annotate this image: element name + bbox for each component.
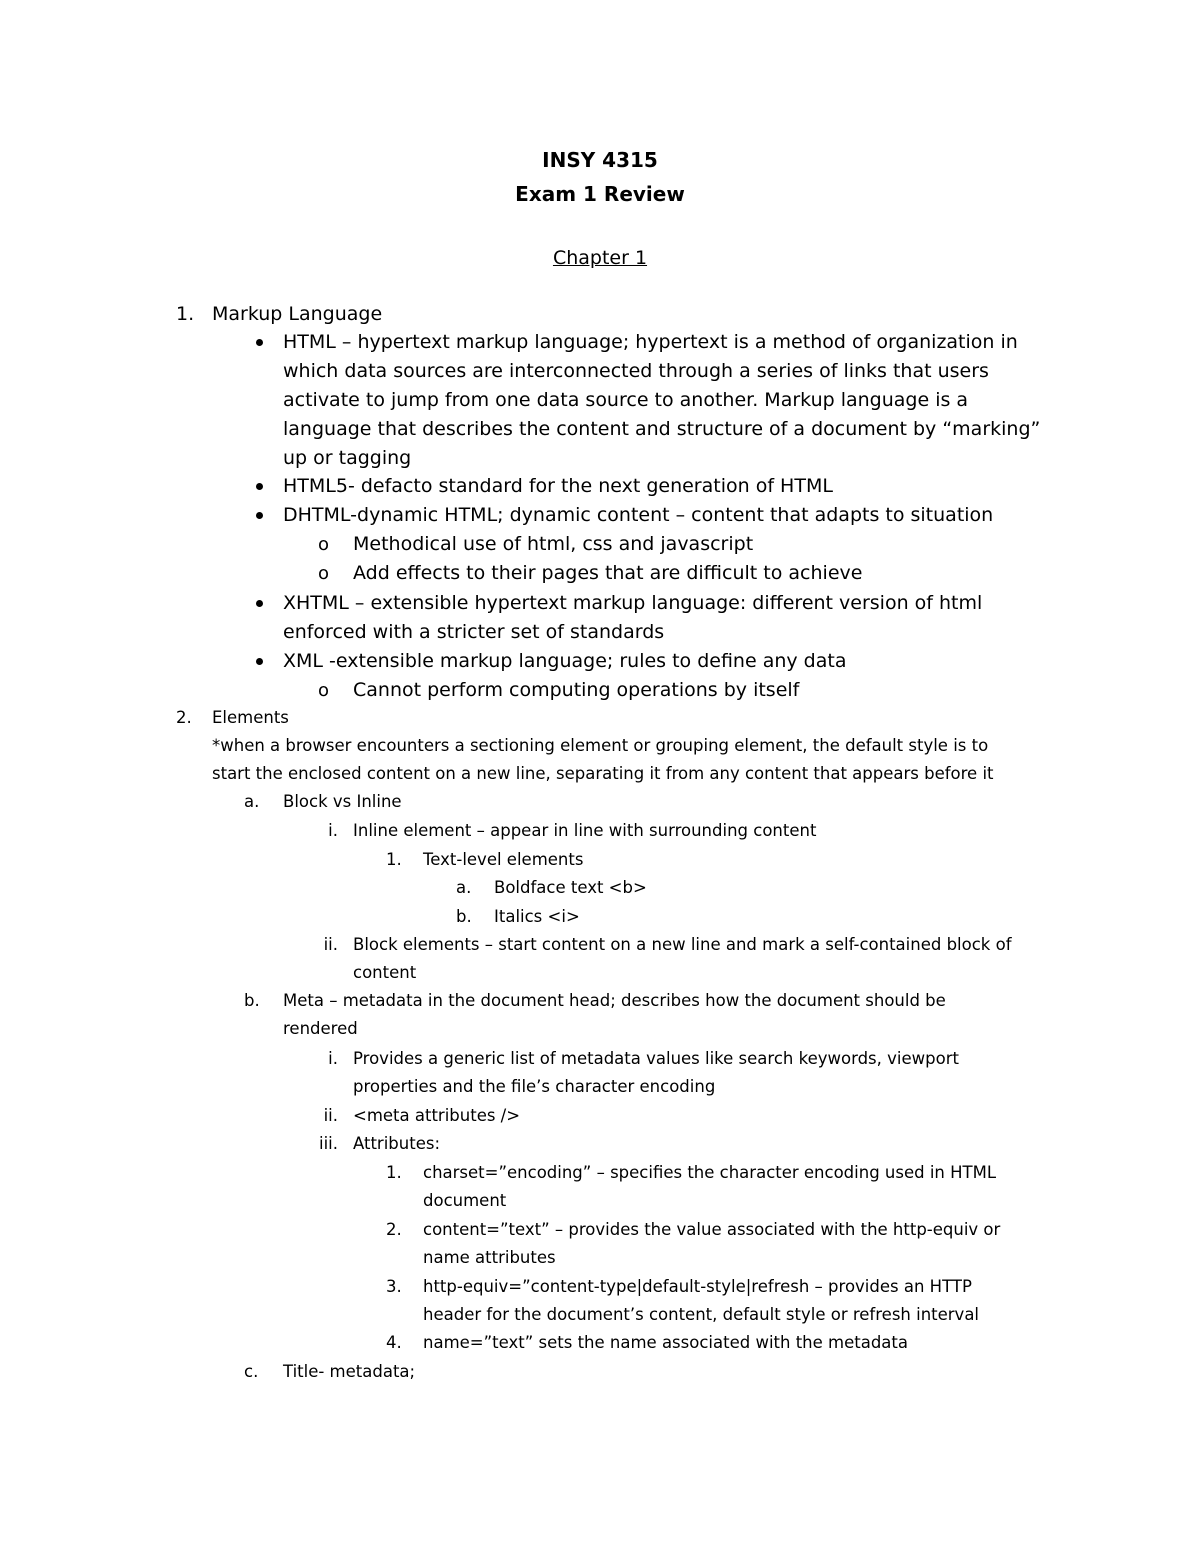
list-item-text: Inline element – appear in line with surrounding content	[353, 821, 817, 840]
course-title: INSY 4315	[542, 148, 658, 172]
sub-item-text: Methodical use of html, css and javascript	[353, 533, 754, 555]
list-marker: i.	[328, 1049, 338, 1068]
list-item-text: Block elements – start content on a new line and mark a self-contained block of	[353, 935, 1012, 954]
list-item-text: DHTML-dynamic HTML; dynamic content – content that adapts to situation	[283, 504, 994, 526]
list-item-text: Text-level elements	[423, 850, 584, 869]
list-item-text: enforced with a stricter set of standards	[283, 621, 665, 643]
list-marker: iii.	[319, 1134, 338, 1153]
list-marker: ii.	[323, 935, 338, 954]
list-item-text: header for the document’s content, default style or refresh interval	[423, 1305, 980, 1324]
section-number: 2.	[176, 708, 192, 727]
list-marker: b.	[456, 907, 472, 926]
bullet-icon	[256, 483, 263, 490]
list-item-text: activate to jump from one data source to another. Markup language is a	[283, 389, 969, 411]
section-number: 1.	[176, 303, 195, 325]
list-item-text: <meta attributes />	[353, 1106, 521, 1125]
bullet-icon	[256, 600, 263, 607]
list-item-text: up or tagging	[283, 447, 412, 469]
list-marker: 1.	[386, 850, 402, 869]
list-item-text: XML -extensible markup language; rules to define any data	[283, 650, 847, 672]
list-item-text: language that describes the content and structure of a document by “marking”	[283, 418, 1041, 440]
list-item-text: XHTML – extensible hypertext markup language: different version of html	[283, 592, 983, 614]
bullet-icon	[256, 658, 263, 665]
list-item-text: HTML – hypertext markup language; hypertext is a method of organization in	[283, 331, 1018, 353]
list-marker: 1.	[386, 1163, 402, 1182]
list-item-text: Italics <i>	[494, 907, 580, 926]
list-item-text: Title- metadata;	[283, 1362, 416, 1381]
note-text: *when a browser encounters a sectioning element or grouping element, the default style is to	[212, 736, 989, 755]
list-item-text: which data sources are interconnected through a series of links that users	[283, 360, 989, 382]
list-marker: 2.	[386, 1220, 402, 1239]
list-marker: a.	[244, 792, 260, 811]
list-item-text: Provides a generic list of metadata values like search keywords, viewport	[353, 1049, 959, 1068]
list-item-text: properties and the file’s character encoding	[353, 1077, 716, 1096]
list-item-text: Attributes:	[353, 1134, 441, 1153]
bullet-icon	[256, 339, 263, 346]
sub-bullet-icon: o	[318, 563, 330, 584]
note-text: start the enclosed content on a new line, separating it from any content that appears before it	[212, 764, 994, 783]
sub-item-text: Add effects to their pages that are difficult to achieve	[353, 562, 863, 584]
list-item-text: content=”text” – provides the value associated with the http-equiv or	[423, 1220, 1001, 1239]
list-item-text: Boldface text <b>	[494, 878, 647, 897]
list-item-text: Meta – metadata in the document head; describes how the document should be	[283, 991, 946, 1010]
list-item-text: content	[353, 963, 417, 982]
list-marker: a.	[456, 878, 472, 897]
exam-title: Exam 1 Review	[515, 182, 685, 206]
list-item-text: document	[423, 1191, 507, 1210]
list-item-text: HTML5- defacto standard for the next generation of HTML	[283, 475, 833, 497]
list-marker: ii.	[323, 1106, 338, 1125]
section-title: Markup Language	[212, 303, 383, 325]
sub-bullet-icon: o	[318, 680, 330, 701]
sub-item-text: Cannot perform computing operations by itself	[353, 679, 800, 701]
list-item-text: name=”text” sets the name associated with the metadata	[423, 1333, 908, 1352]
list-marker: b.	[244, 991, 260, 1010]
list-item-text: charset=”encoding” – specifies the character encoding used in HTML	[423, 1163, 997, 1182]
list-marker: c.	[244, 1362, 259, 1381]
sub-bullet-icon: o	[318, 534, 330, 555]
list-item-text: http-equiv=”content-type|default-style|refresh – provides an HTTP	[423, 1277, 972, 1296]
list-item-text: name attributes	[423, 1248, 556, 1267]
list-marker: 4.	[386, 1333, 402, 1352]
chapter-heading: Chapter 1	[552, 247, 648, 269]
list-marker: 3.	[386, 1277, 402, 1296]
list-item-text: rendered	[283, 1019, 358, 1038]
section-title: Elements	[212, 708, 289, 727]
bullet-icon	[256, 512, 263, 519]
list-item-text: Block vs Inline	[283, 792, 402, 811]
list-marker: i.	[328, 821, 338, 840]
